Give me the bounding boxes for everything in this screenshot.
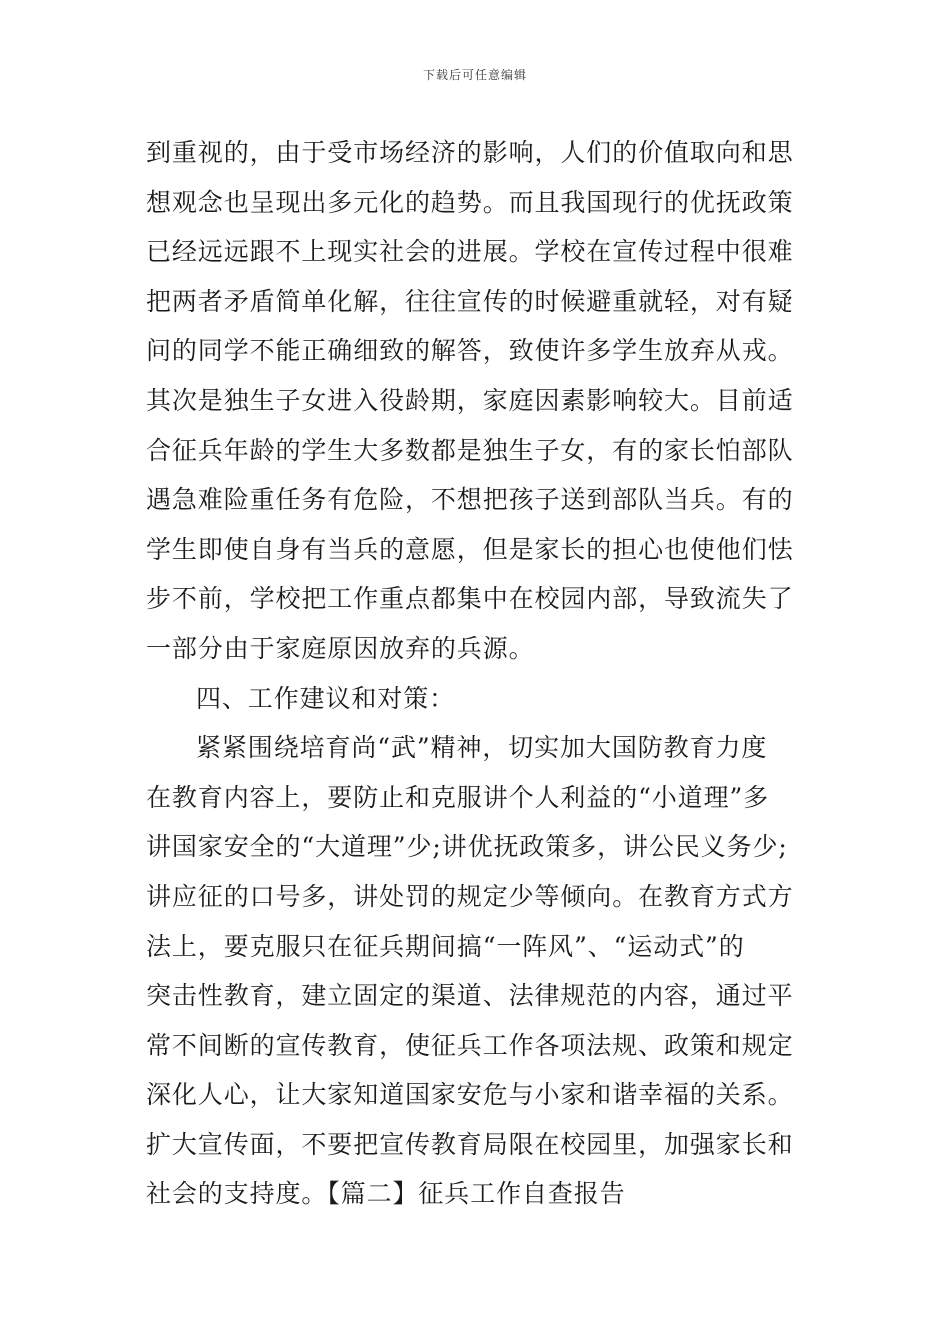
text-line: 突击性教育，建立固定的渠道、法律规范的内容，通过平 [146, 981, 794, 1011]
text-line: 到重视的，由于受市场经济的影响，人们的价值取向和思 [146, 138, 794, 167]
text-line: 深化人心，让大家知道国家安危与小家和谐幸福的关系。 [146, 1080, 794, 1110]
text-line: 步不前，学校把工作重点都集中在校园内部，导致流失了 [146, 584, 794, 614]
text-line: 其次是独生子女进入役龄期，家庭因素影响较大。目前适 [146, 385, 794, 415]
text-line: 遇急难险重任务有危险，不想把孩子送到部队当兵。有的 [146, 485, 794, 515]
page-header: 下载后可任意编辑 [422, 68, 527, 82]
text-line: 扩大宣传面，不要把宣传教育局限在校园里，加强家长和 [146, 1129, 794, 1159]
text-line: 常不间断的宣传教育，使征兵工作各项法规、政策和规定 [146, 1030, 794, 1060]
text-line: 讲应征的口号多，讲处罚的规定少等倾向。在教育方式方 [146, 881, 794, 911]
text-line: 问的同学不能正确细致的解答，致使许多学生放弃从戎。 [146, 336, 794, 366]
text-line: 学生即使自身有当兵的意愿，但是家长的担心也使他们怯 [146, 534, 794, 564]
text-line: 紧紧围绕培育尚“武”精神，切实加大国防教育力度 [196, 733, 768, 763]
text-line: 合征兵年龄的学生大多数都是独生子女，有的家长怕部队 [146, 435, 794, 465]
document-body [146, 128, 816, 1219]
text-line: 社会的支持度。【篇二】征兵工作自查报告 [146, 1179, 626, 1209]
text-line: 在教育内容上，要防止和克服讲个人利益的“小道理”多 [146, 782, 770, 812]
text-line: 四、工作建议和对策： [196, 683, 456, 713]
text-line: 想观念也呈现出多元化的趋势。而且我国现行的优抚政策 [146, 187, 794, 217]
text-line: 讲国家安全的“大道理”少;讲优抚政策多，讲公民义务少; [146, 832, 788, 862]
text-line: 一部分由于家庭原因放弃的兵源。 [146, 633, 535, 663]
text-line: 把两者矛盾简单化解，往往宣传的时候避重就轻，对有疑 [146, 286, 794, 316]
text-line: 法上，要克服只在征兵期间搞“一阵风”、“运动式”的 [146, 931, 745, 961]
text-line: 已经远远跟不上现实社会的进展。学校在宣传过程中很难 [146, 237, 794, 267]
